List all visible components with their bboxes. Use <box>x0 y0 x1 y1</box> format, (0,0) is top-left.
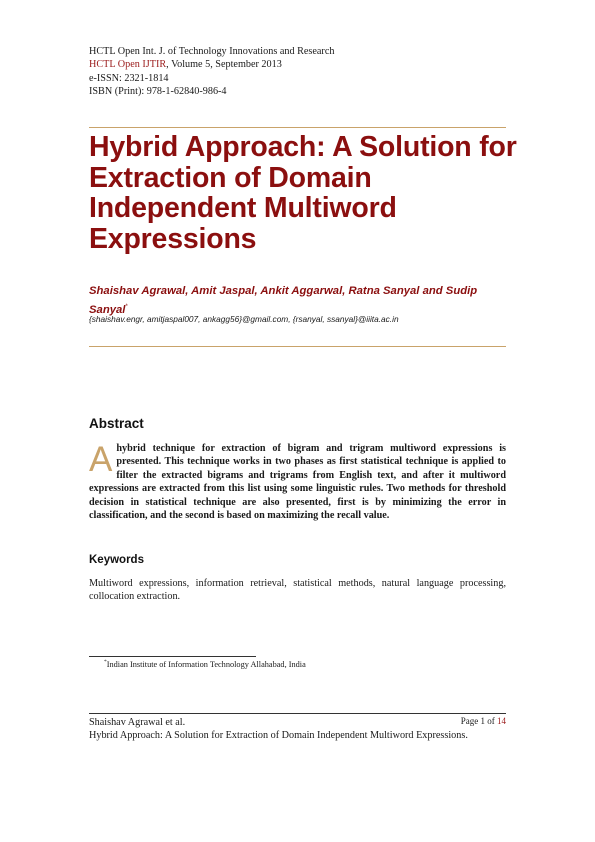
footer-title: Hybrid Approach: A Solution for Extraction of Domain Independent Multiword Expressions. <box>89 730 468 742</box>
author-list: Shaishav Agrawal, Amit Jaspal, Ankit Aggarwal, Ratna Sanyal and Sudip Sanyal* <box>89 285 478 316</box>
footer-authors: Shaishav Agrawal et al. <box>89 717 186 728</box>
journal-header <box>89 45 334 99</box>
author-footnote-mark[interactable]: * <box>125 304 128 310</box>
page-number: Page 1 of 14 <box>460 716 506 726</box>
footnote <box>104 659 306 669</box>
header-rule <box>89 127 506 128</box>
journal-eissn: e-ISSN: 2321-1814 <box>89 72 169 84</box>
abstract-dropcap: A <box>89 440 113 479</box>
keywords-heading: Keywords <box>89 554 144 566</box>
footnote-text: Indian Institute of Information Technology Allahabad, India <box>106 659 306 669</box>
footer-rule <box>89 713 506 714</box>
author-rule <box>89 346 506 347</box>
journal-link[interactable]: HCTL Open IJTIR <box>89 59 167 71</box>
abstract-body <box>89 442 506 522</box>
journal-isbn: ISBN (Print): 978-1-62840-986-4 <box>89 86 227 98</box>
abstract-text: hybrid technique for extraction of bigram and trigram multiword expressions is presented. This technique works in two phases as first statistical technique is applied to filter the extracted bigrams and trigrams from English text, and after it multiword expressions are extracted from this list using some linguistic rules. Two methods for threshold decision in statistical technique are also presented, first is by minimizing the error in classification, and the second is based on maximizing the recall value. <box>89 443 506 522</box>
paper-title: Hybrid Approach: A Solution for Extraction of Domain Independent Multiword Expressions <box>89 131 517 255</box>
footnote-mark: * <box>104 659 107 665</box>
author-emails: {shaishav.engr, amitjaspal007, ankagg56}@gmail.com, {rsanyal, ssanyal}@iiita.ac.in <box>89 314 399 324</box>
keywords-text: Multiword expressions, information retrieval, statistical methods, natural language processing, collocation extraction. <box>89 578 506 603</box>
journal-volume: HCTL Open IJTIR, Volume 5, September 2013 <box>89 59 282 71</box>
abstract-heading: Abstract <box>89 416 144 431</box>
footnote-rule <box>89 656 256 657</box>
journal-name: HCTL Open Int. J. of Technology Innovations and Research <box>89 46 335 57</box>
footer-citation <box>89 716 506 743</box>
page-total-link[interactable]: 14 <box>497 716 506 726</box>
